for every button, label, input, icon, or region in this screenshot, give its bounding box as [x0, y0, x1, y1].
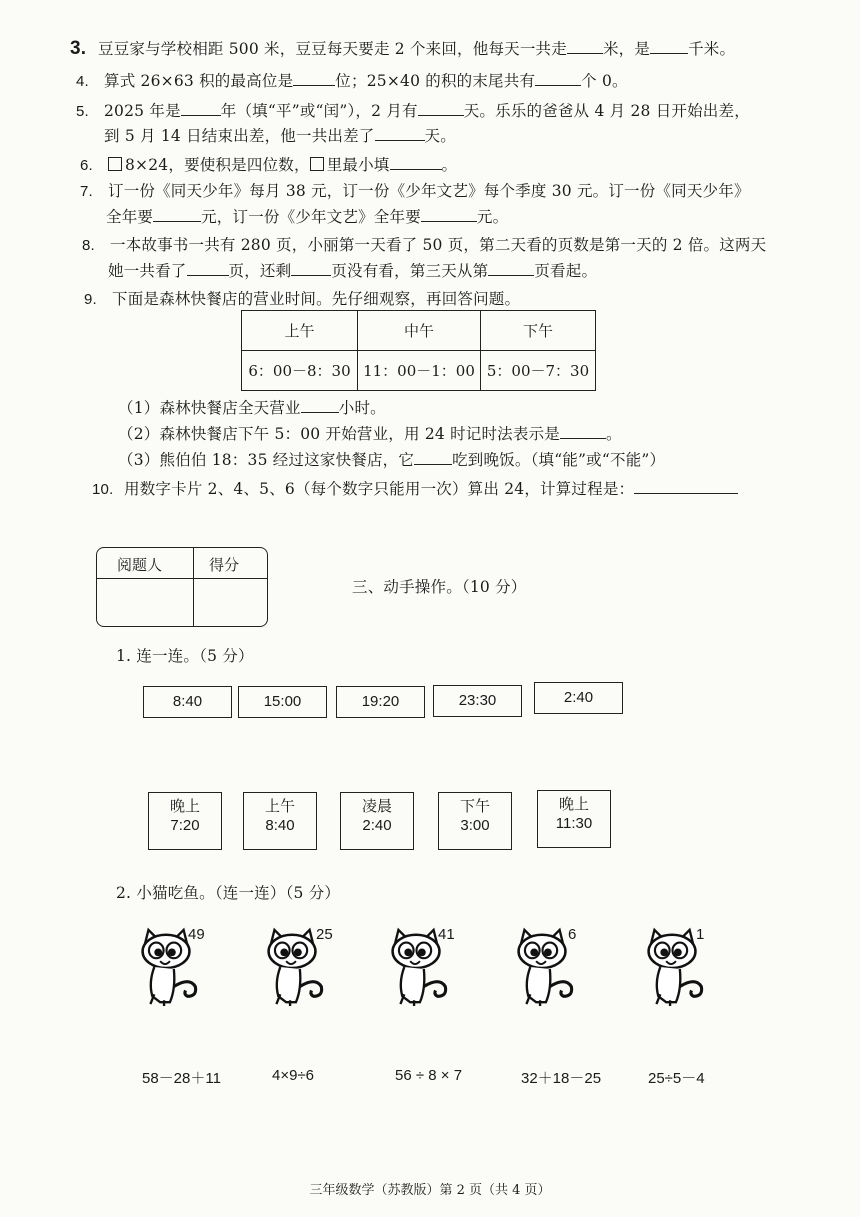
table-cell: 5：00－7：30: [481, 351, 596, 391]
answer-blank[interactable]: [418, 101, 464, 116]
answer-blank[interactable]: [414, 450, 452, 465]
period-time-card[interactable]: [243, 792, 317, 850]
table-cell: 6：00－8：30: [242, 351, 358, 391]
page-footer: 三年级数学（苏教版）第 2 页（共 4 页）: [309, 1183, 551, 1198]
question-10: 10. 用数字卡片 2、4、5、6（每个数字只能用一次）算出 24，计算过程是：: [92, 478, 738, 501]
question-number: 7.: [80, 183, 93, 200]
cat-number: 49: [188, 926, 205, 943]
period-time-card[interactable]: [148, 792, 222, 850]
question-3: 3. 豆豆家与学校相距 500 米，豆豆每天要走 2 个来回，他每天一共走 米，是 千米。: [70, 38, 736, 59]
cat-number: 6: [568, 926, 577, 943]
answer-blank[interactable]: [301, 398, 339, 413]
table-header: 下午: [481, 311, 596, 351]
time-card[interactable]: 19:20: [336, 686, 425, 718]
business-hours-table: [241, 310, 596, 391]
answer-blank[interactable]: [535, 71, 581, 86]
score-label: 得分: [209, 556, 240, 574]
question-6: 6. 8×24，要使积是四位数， 里最小填 。: [80, 154, 457, 177]
question-number: 3.: [70, 38, 87, 59]
fish-expression[interactable]: 58－28＋11: [142, 1070, 221, 1087]
question-5-line-2: 到 5 月 14 日结束出差，他一共出差了 天。: [104, 127, 456, 145]
answer-blank[interactable]: [293, 71, 335, 86]
answer-blank[interactable]: [421, 207, 477, 222]
cat-number: 1: [696, 926, 705, 943]
question-8: 8. 一本故事书一共有 280 页，小丽第一天看了 50 页，第二天看的页数是第一天的 2 倍。这两天: [82, 234, 766, 257]
time-label: 7:20: [170, 817, 200, 834]
answer-blank[interactable]: [650, 39, 688, 54]
time-label: 3:00: [460, 817, 490, 834]
fish-expression[interactable]: 25÷5－4: [648, 1070, 705, 1087]
cat-icon: [510, 926, 576, 1008]
answer-blank[interactable]: [390, 155, 442, 170]
question-9-sub-1: （1）森林快餐店全天营业 小时。: [118, 399, 386, 417]
question-9: 9. 下面是森林快餐店的营业时间。先仔细观察，再回答问题。: [84, 288, 520, 311]
time-label: 2:40: [362, 817, 392, 834]
period-label: 凌晨: [361, 798, 392, 815]
answer-blank[interactable]: [291, 261, 331, 276]
table-header: 中午: [358, 311, 481, 351]
part-1-title: 1. 连一连。（5 分）: [116, 647, 254, 665]
cat-number: 41: [438, 926, 455, 943]
answer-blank[interactable]: [567, 39, 603, 54]
question-7-line-2: 全年要 元，订一份《少年文艺》全年要 元。: [106, 208, 509, 226]
question-number: 5.: [76, 103, 89, 120]
answer-blank[interactable]: [488, 261, 534, 276]
period-label: 晚上: [558, 796, 589, 813]
fish-expression[interactable]: 32＋18－25: [521, 1070, 602, 1087]
question-4: 4. 算式 26×63 积的最高位是 位；25×40 的积的末尾共有 个 0。: [76, 70, 628, 93]
answer-blank[interactable]: [560, 424, 606, 439]
answer-blank[interactable]: [181, 101, 221, 116]
question-5: 5. 2025 年是 年（填“平”或“闰”），2 月有 天。乐乐的爸爸从 4 月 28 日开始出差，: [76, 100, 750, 123]
time-label: 8:40: [265, 817, 295, 834]
table-cell: 11：00－1：00: [358, 351, 481, 391]
period-label: 上午: [264, 798, 295, 815]
question-number: 4.: [76, 73, 89, 90]
box-placeholder-icon: [310, 157, 324, 171]
answer-blank[interactable]: [187, 261, 229, 276]
answer-blank[interactable]: [634, 479, 738, 494]
table-header: 上午: [242, 311, 358, 351]
question-number: 10.: [92, 481, 114, 498]
answer-blank[interactable]: [153, 207, 201, 222]
part-2-title: 2. 小猫吃鱼。（连一连）（5 分）: [116, 884, 341, 902]
fish-expression[interactable]: 4×9÷6: [272, 1067, 315, 1084]
cat-number: 25: [316, 926, 333, 943]
period-label: 晚上: [169, 798, 200, 815]
box-placeholder-icon: [108, 157, 122, 171]
time-card[interactable]: 2:40: [534, 682, 623, 714]
fish-expression[interactable]: 56 ÷ 8 × 7: [395, 1067, 463, 1084]
time-label: 11:30: [555, 815, 593, 832]
question-9-sub-2: （2）森林快餐店下午 5：00 开始营业，用 24 时记时法表示是 。: [118, 425, 622, 443]
question-8-line-2: 她一共看了 页，还剩 页没有看，第三天从第 页看起。: [108, 262, 598, 280]
answer-blank[interactable]: [375, 126, 425, 141]
reviewer-label: 阅题人: [117, 556, 163, 574]
section-title: 三、动手操作。（10 分）: [352, 578, 527, 596]
period-time-card[interactable]: [537, 790, 611, 848]
period-label: 下午: [459, 798, 490, 815]
time-card[interactable]: 23:30: [433, 685, 522, 717]
period-time-card[interactable]: [340, 792, 414, 850]
score-box: [96, 547, 268, 627]
time-card[interactable]: 15:00: [238, 686, 327, 718]
period-time-card[interactable]: [438, 792, 512, 850]
question-number: 8.: [82, 237, 95, 254]
question-number: 9.: [84, 291, 97, 308]
time-card[interactable]: 8:40: [143, 686, 232, 718]
question-number: 6.: [80, 157, 93, 174]
question-9-sub-3: （3）熊伯伯 18：35 经过这家快餐店，它 吃到晚饭。（填“能”或“不能”）: [118, 451, 666, 469]
question-7: 7. 订一份《同天少年》每月 38 元，订一份《少年文艺》每个季度 30 元。订一份《同天少年》: [80, 180, 750, 203]
